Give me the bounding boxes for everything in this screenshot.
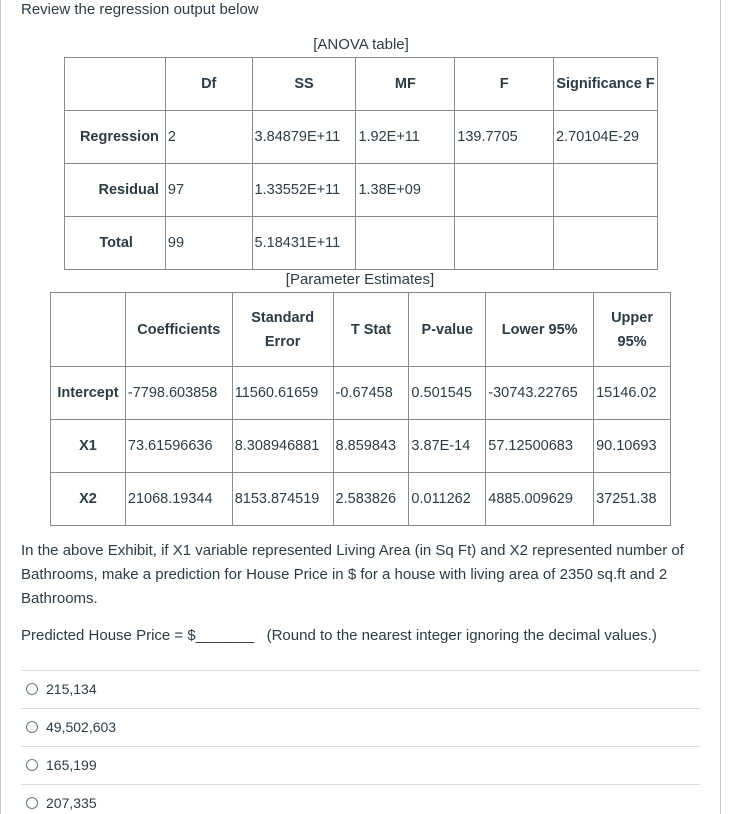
- table-cell: 2: [165, 111, 252, 164]
- table-cell: 3.87E-14: [409, 420, 486, 473]
- table-cell: 73.61596636: [125, 420, 232, 473]
- table-cell: 11560.61659: [232, 367, 333, 420]
- table-cell: 97: [165, 164, 252, 217]
- answer-option[interactable]: [26, 719, 116, 735]
- table-cell: 0.501545: [409, 367, 486, 420]
- table-cell: 99: [165, 217, 252, 270]
- table-cell: 139.7705: [455, 111, 554, 164]
- table-row: [51, 367, 671, 420]
- intro-text: Review the regression output below: [21, 1, 259, 18]
- table-row: [65, 111, 658, 164]
- table-cell: 5.18431E+11: [252, 217, 356, 270]
- params-header-cell: Coefficients: [125, 293, 232, 367]
- row-label: Total: [65, 217, 166, 270]
- anova-header-cell: SS: [252, 58, 356, 111]
- anova-header-cell: MF: [356, 58, 455, 111]
- table-cell: 2.583826: [333, 473, 409, 526]
- option-label: 207,335: [46, 795, 97, 811]
- table-cell: 1.92E+11: [356, 111, 455, 164]
- table-cell: -7798.603858: [125, 367, 232, 420]
- anova-header-cell: Significance F: [554, 58, 658, 111]
- row-label: X2: [51, 473, 126, 526]
- table-cell: 4885.009629: [486, 473, 594, 526]
- anova-header-cell: [65, 58, 166, 111]
- radio-button[interactable]: [26, 759, 38, 771]
- params-caption: [Parameter Estimates]: [285, 271, 435, 288]
- option-divider: [21, 784, 700, 785]
- option-divider: [21, 708, 700, 709]
- anova-header-row: [65, 58, 658, 111]
- row-label: Intercept: [51, 367, 126, 420]
- params-header-cell: P-value: [409, 293, 486, 367]
- table-cell: [455, 164, 554, 217]
- row-label: Regression: [65, 111, 166, 164]
- anova-header-cell: F: [455, 58, 554, 111]
- table-row: [65, 217, 658, 270]
- table-cell: [356, 217, 455, 270]
- params-header-cell: T Stat: [333, 293, 409, 367]
- row-label: Residual: [65, 164, 166, 217]
- table-cell: 90.10693: [594, 420, 671, 473]
- frame-right-border: [720, 0, 721, 814]
- params-header-cell: Standard Error: [232, 293, 333, 367]
- table-cell: 1.38E+09: [356, 164, 455, 217]
- table-cell: 8.308946881: [232, 420, 333, 473]
- anova-header-cell: Df: [165, 58, 252, 111]
- radio-button[interactable]: [26, 721, 38, 733]
- table-cell: [455, 217, 554, 270]
- answer-option[interactable]: [26, 681, 97, 697]
- answer-blank: _______: [195, 627, 255, 644]
- params-header-row: [51, 293, 671, 367]
- table-cell: 3.84879E+11: [252, 111, 356, 164]
- radio-button[interactable]: [26, 683, 38, 695]
- anova-caption: [ANOVA table]: [313, 36, 409, 53]
- option-label: 215,134: [46, 681, 97, 697]
- table-cell: [554, 164, 658, 217]
- table-cell: 2.70104E-29: [554, 111, 658, 164]
- params-header-cell: [51, 293, 126, 367]
- row-label: X1: [51, 420, 126, 473]
- frame-left-border: [0, 0, 1, 814]
- table-cell: -30743.22765: [486, 367, 594, 420]
- table-cell: 0.011262: [409, 473, 486, 526]
- option-divider: [21, 670, 700, 671]
- table-cell: 37251.38: [594, 473, 671, 526]
- table-row: [51, 420, 671, 473]
- rounding-note: (Round to the nearest integer ignoring the decimal values.): [266, 627, 657, 644]
- answer-option[interactable]: [26, 795, 97, 811]
- option-divider: [21, 746, 700, 747]
- option-label: 49,502,603: [46, 719, 117, 735]
- radio-button[interactable]: [26, 797, 38, 809]
- table-cell: 57.12500683: [486, 420, 594, 473]
- table-cell: 21068.19344: [125, 473, 232, 526]
- table-cell: -0.67458: [333, 367, 409, 420]
- parameter-estimates-table: [50, 292, 671, 526]
- params-header-cell: Upper 95%: [594, 293, 671, 367]
- anova-table: [64, 57, 658, 270]
- prompt-label: Predicted House Price = $: [21, 627, 196, 644]
- question-text: In the above Exhibit, if X1 variable represented Living Area (in Sq Ft) and X2 represented number of Bathrooms, make a prediction for House Price in $ for a house with living area of 2350 sq.ft and 2 Bathrooms.: [21, 542, 684, 607]
- table-cell: 1.33552E+11: [252, 164, 356, 217]
- table-cell: 8153.874519: [232, 473, 333, 526]
- table-cell: 15146.02: [594, 367, 671, 420]
- table-cell: [554, 217, 658, 270]
- table-cell: 8.859843: [333, 420, 409, 473]
- params-header-cell: Lower 95%: [486, 293, 594, 367]
- answer-prompt: [21, 624, 657, 648]
- table-row: [65, 164, 658, 217]
- table-row: [51, 473, 671, 526]
- answer-option[interactable]: [26, 757, 97, 773]
- option-label: 165,199: [46, 757, 97, 773]
